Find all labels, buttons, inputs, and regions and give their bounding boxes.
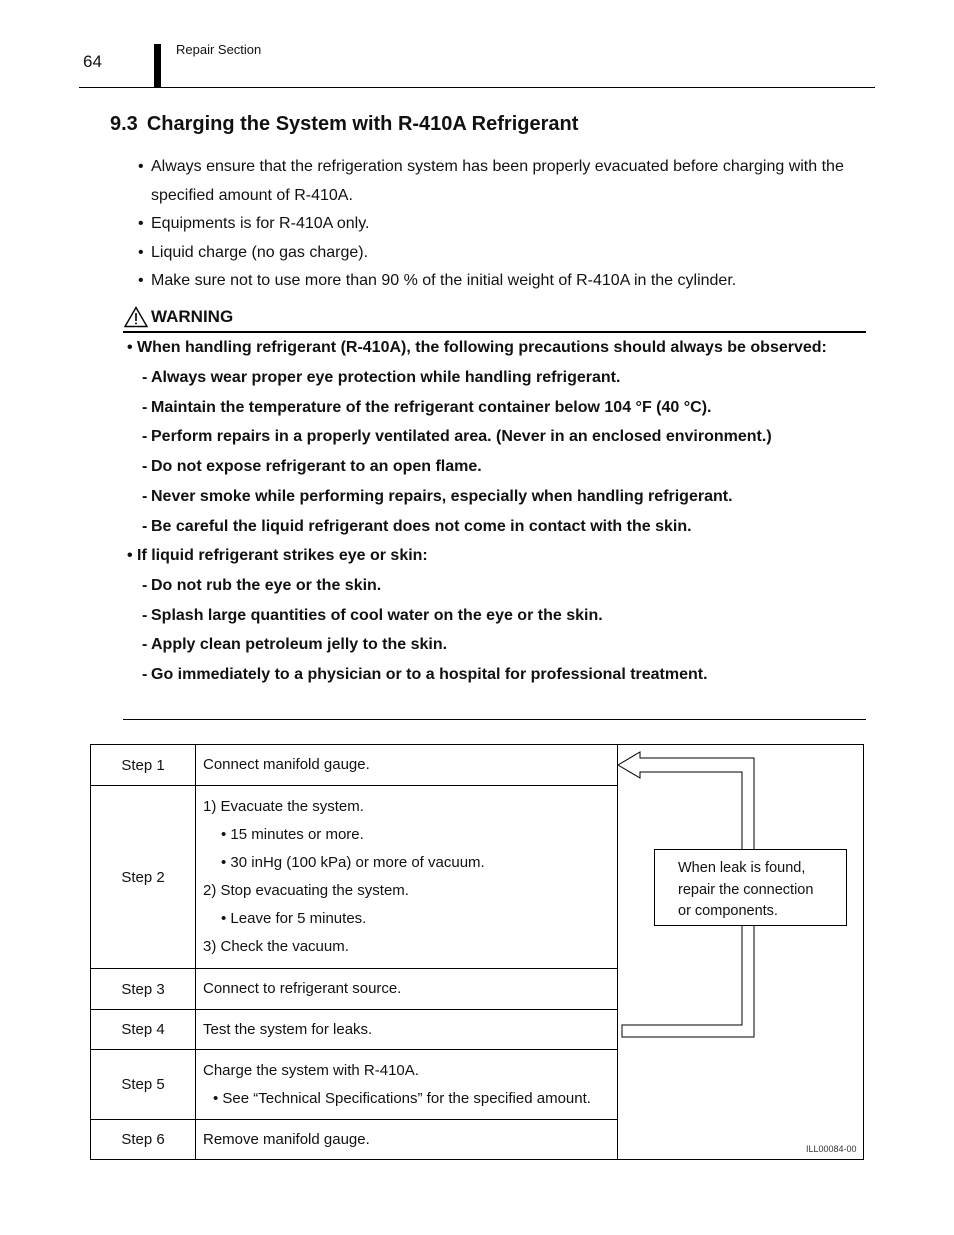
step-row bbox=[91, 1010, 618, 1050]
leak-note-line: repair the connection bbox=[678, 881, 814, 898]
step-description bbox=[203, 1010, 618, 1049]
warning-body bbox=[127, 334, 866, 690]
step-label: Step 5 bbox=[91, 1050, 196, 1119]
step-line: Remove manifold gauge. bbox=[203, 1130, 370, 1148]
step-row bbox=[91, 1050, 618, 1120]
section-title-text: Charging the System with R-410A Refrigerant bbox=[146, 113, 579, 135]
section-number: 9.3 bbox=[110, 113, 138, 135]
leak-note-box bbox=[654, 849, 847, 926]
step-line: Connect to refrigerant source. bbox=[203, 980, 402, 997]
warning-bottom-rule bbox=[123, 719, 866, 720]
step-description bbox=[203, 969, 618, 1009]
step-line: Charge the system with R-410A. bbox=[203, 1061, 419, 1079]
warning-item: - Be careful the liquid refrigerant does not come in contact with the skin. bbox=[127, 512, 866, 542]
warning-item: - Splash large quantities of cool water on the eye or the skin. bbox=[127, 601, 866, 631]
illustration-code: ILL00084-00 bbox=[806, 1144, 857, 1154]
warning-intro: • When handling refrigerant (R-410A), the following precautions should always be observed: bbox=[127, 334, 866, 362]
step-label: Step 4 bbox=[91, 1010, 196, 1049]
warning-item: - Always wear proper eye protection while handling refrigerant. bbox=[127, 363, 866, 393]
bullet-item: • Equipments is for R-410A only. bbox=[138, 210, 868, 239]
warning-item: - Go immediately to a physician or to a hospital for professional treatment. bbox=[127, 660, 866, 690]
step-line: 1) Evacuate the system. bbox=[203, 798, 364, 815]
warning-item: - Maintain the temperature of the refrigerant container below 104 °F (40 °C). bbox=[127, 393, 866, 423]
warning-top-rule bbox=[123, 331, 866, 333]
step-line: Test the system for leaks. bbox=[203, 1020, 373, 1038]
step-description bbox=[203, 1120, 618, 1159]
step-line: • See “Technical Specifications” for the specified amount. bbox=[213, 1089, 591, 1107]
warning-item: - Do not expose refrigerant to an open flame. bbox=[127, 452, 866, 482]
step-line: 2) Stop evacuating the system. bbox=[203, 882, 409, 899]
bullet-item: • Always ensure that the refrigeration system has been properly evacuated before charging with the specified amount of R-410A. bbox=[138, 153, 868, 210]
step-description bbox=[203, 745, 618, 785]
step-row bbox=[91, 969, 618, 1010]
step-line: • 15 minutes or more. bbox=[221, 826, 364, 843]
section-title bbox=[110, 113, 578, 136]
leak-note-line: or components. bbox=[678, 903, 778, 919]
step-label: Step 1 bbox=[91, 745, 196, 785]
warning-item: - Apply clean petroleum jelly to the skin. bbox=[127, 630, 866, 660]
warning-triangle-icon bbox=[124, 306, 148, 328]
step-label: Step 2 bbox=[91, 786, 196, 968]
step-row bbox=[91, 745, 618, 786]
step-description bbox=[203, 1050, 618, 1119]
step-line: • Leave for 5 minutes. bbox=[221, 910, 367, 927]
step-line: Connect manifold gauge. bbox=[203, 756, 370, 773]
bullet-item: • Liquid charge (no gas charge). bbox=[138, 239, 868, 268]
warning-item: - Do not rub the eye or the skin. bbox=[127, 571, 866, 601]
step-line: 3) Check the vacuum. bbox=[203, 938, 349, 955]
warning-item: - Never smoke while performing repairs, especially when handling refrigerant. bbox=[127, 482, 866, 512]
leak-note-line: When leak is found, bbox=[678, 860, 806, 876]
step-label: Step 6 bbox=[91, 1120, 196, 1159]
header-bar bbox=[154, 44, 161, 88]
running-head: Repair Section bbox=[176, 42, 262, 57]
step-row bbox=[91, 786, 618, 969]
warning-intro: • If liquid refrigerant strikes eye or skin: bbox=[127, 541, 866, 571]
page-number: 64 bbox=[83, 52, 102, 71]
warning-item: - Perform repairs in a properly ventilated area. (Never in an enclosed environment.) bbox=[127, 422, 866, 452]
intro-bullet-list bbox=[138, 153, 868, 296]
step-description bbox=[203, 786, 618, 968]
warning-label: WARNING bbox=[151, 307, 234, 326]
bullet-item: • Make sure not to use more than 90 % of the initial weight of R-410A in the cylinder. bbox=[138, 267, 868, 296]
warning-heading bbox=[124, 306, 233, 328]
step-label: Step 3 bbox=[91, 969, 196, 1009]
step-line: • 30 inHg (100 kPa) or more of vacuum. bbox=[221, 854, 485, 871]
header-rule bbox=[79, 87, 875, 88]
step-row bbox=[91, 1120, 618, 1159]
